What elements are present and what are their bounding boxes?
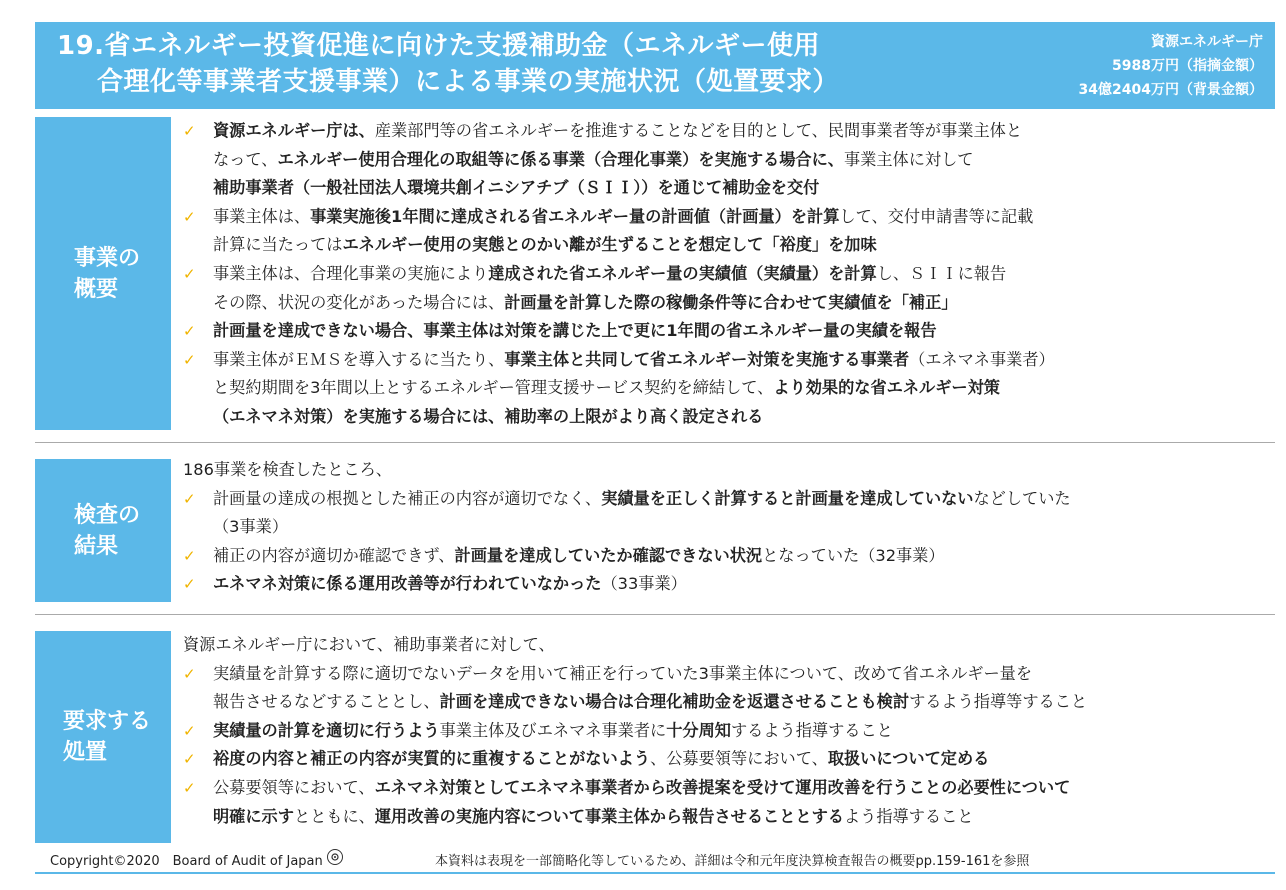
results-item <box>183 485 1278 542</box>
text: 事業主体は、合理化事業の実施により <box>213 263 489 283</box>
checkmark-icon: ✓ <box>183 322 196 341</box>
request-lead: 資源エネルギー庁において、補助事業者に対して、 <box>183 635 555 654</box>
overview-item-line <box>213 146 1278 175</box>
checkmark-icon: ✓ <box>183 750 196 769</box>
request-label-line-1: 要求する <box>62 709 151 734</box>
bold-text: 資源エネルギー庁は、 <box>213 121 375 140</box>
bold-text: 明確に示す <box>213 806 294 826</box>
results-item-line <box>213 485 1278 514</box>
overview-label-line-1: 事業の <box>73 245 140 271</box>
results-label-line-2: 結果 <box>73 533 118 559</box>
overview-item <box>183 346 1278 432</box>
overview-item-line <box>213 317 1278 346</box>
bold-text: 十分周知 <box>666 720 731 740</box>
results-label-line-1: 検査の <box>73 502 140 528</box>
overview-item-line <box>213 346 1278 375</box>
results-item <box>183 542 1278 571</box>
bold-text: 事業主体と共同して省エネルギー対策を実施する事業者 <box>504 349 910 369</box>
request-item <box>183 774 1278 831</box>
section-divider <box>35 614 1275 615</box>
text: その際、状況の変化があった場合には、 <box>213 292 505 312</box>
overview-label-line-2: 概要 <box>73 276 118 302</box>
results-item-line <box>213 570 1278 599</box>
overview-item <box>183 203 1278 260</box>
text: なって、 <box>213 149 278 169</box>
text: よう指導すること <box>844 806 974 826</box>
footer-note: 本資料は表現を一部簡略化等しているため、詳細は令和元年度決算検査報告の概要pp.159-161を参照 <box>435 854 1030 869</box>
overview-item-line <box>213 203 1278 232</box>
results-item-line <box>213 513 1278 542</box>
page-title <box>57 28 839 100</box>
bold-text: 計画を達成できない場合は合理化補助金を返還させることも検討 <box>439 692 910 712</box>
text: し、ＳＩＩに報告 <box>876 263 1007 283</box>
text: 報告させるなどすることとし、 <box>213 692 440 712</box>
bold-text: 取扱いについて定める <box>827 749 990 769</box>
request-content <box>183 631 1278 831</box>
checkmark-icon: ✓ <box>183 778 196 797</box>
amount-pointed: 5988万円（指摘金額） <box>1112 58 1263 74</box>
request-item-line <box>213 688 1278 717</box>
request-item <box>183 717 1278 746</box>
bold-text: 実績量を正しく計算すると計画量を達成していない <box>601 488 974 508</box>
text: などしていた <box>973 488 1071 508</box>
request-item-line <box>213 660 1278 689</box>
request-item <box>183 660 1278 717</box>
checkmark-icon: ✓ <box>183 721 196 740</box>
bold-text: 実績量の計算を適切に行うよう <box>213 720 440 740</box>
overview-item-line <box>213 403 1278 432</box>
text: 事業主体に対して <box>844 149 974 169</box>
text: 計画量の達成の根拠とした補正の内容が適切でなく、 <box>213 488 602 508</box>
text: （エネマネ事業者） <box>909 349 1055 369</box>
title-line-1: 19.省エネルギー投資促進に向けた支援補助金（エネルギー使用 <box>57 31 821 61</box>
section-label-request <box>35 631 171 843</box>
checkmark-icon: ✓ <box>183 546 196 565</box>
section-divider <box>35 442 1275 443</box>
bold-text: 運用改善の実施内容について事業主体から報告させることとする <box>374 806 844 826</box>
overview-item <box>183 317 1278 346</box>
checkmark-icon: ✓ <box>183 350 196 369</box>
bottom-rule <box>35 872 1275 874</box>
agency-name: 資源エネルギー庁 <box>1151 34 1263 50</box>
text: 事業主体及びエネマネ事業者に <box>439 720 667 740</box>
bold-text: エネルギー使用合理化の取組等に係る事業（合理化事業）を実施する場合に、 <box>277 149 844 169</box>
bold-text: 裕度の内容と補正の内容が実質的に重複することがないよう <box>213 749 651 769</box>
results-lead: 186事業を検査したところ、 <box>183 460 392 479</box>
overview-item-line <box>213 289 1278 318</box>
text: とともに、 <box>293 806 375 826</box>
text: 事業主体は、 <box>213 206 311 226</box>
text: （33事業） <box>601 574 687 594</box>
request-item <box>183 745 1278 774</box>
text: となっていた（32事業） <box>762 545 945 565</box>
bold-text: エネマネ対策に係る運用改善等が行われていなかった <box>213 574 602 594</box>
copyright: Copyright©2020 Board of Audit of Japan <box>50 854 323 869</box>
results-item <box>183 570 1278 599</box>
overview-item <box>183 117 1278 203</box>
bold-text: エネマネ対策としてエネマネ事業者から改善提案を受けて運用改善を行うことの必要性について <box>374 777 1071 797</box>
checkmark-icon: ✓ <box>183 207 196 226</box>
section-label-overview <box>35 117 171 430</box>
text: 産業部門等の省エネルギーを推進することなどを目的として、民間事業者等が事業主体と <box>374 121 1023 140</box>
bold-text: エネルギー使用の実態とのかい離が生ずることを想定して「裕度」を加味 <box>342 235 877 255</box>
overview-item-line <box>213 174 1278 203</box>
request-item-line <box>213 717 1278 746</box>
bold-text: 計画量を計算した際の稼働条件等に合わせて実績値を「補正」 <box>504 292 958 312</box>
checkmark-icon: ✓ <box>183 122 196 140</box>
text: するよう指導等すること <box>909 692 1088 712</box>
header-banner <box>35 22 1275 109</box>
request-items <box>183 660 1278 832</box>
board-of-audit-logo-icon <box>327 849 343 865</box>
text: するよう指導すること <box>731 720 893 740</box>
overview-content <box>183 117 1278 432</box>
bold-text: 達成された省エネルギー量の実績値（実績量）を計算 <box>488 263 877 283</box>
bold-text: （エネマネ対策）を実施する場合には、補助率の上限がより高く設定される <box>213 406 764 426</box>
text: 実績量を計算する際に適切でないデータを用いて補正を行っていた3事業主体について、改めて省エネルギー量を <box>213 663 1033 683</box>
text: と契約期間を3年間以上とするエネルギー管理支援サービス契約を締結して、 <box>213 378 774 398</box>
results-items <box>183 485 1278 599</box>
overview-item-line <box>213 117 1278 146</box>
results-content <box>183 456 1278 599</box>
results-item-line <box>213 542 1278 571</box>
checkmark-icon: ✓ <box>183 264 196 283</box>
bold-text: 計画量を達成していたか確認できない状況 <box>454 545 763 565</box>
request-item-line <box>213 745 1278 774</box>
overview-item <box>183 260 1278 317</box>
overview-item-line <box>213 231 1278 260</box>
text: 、公募要領等において、 <box>650 749 828 769</box>
checkmark-icon: ✓ <box>183 575 196 594</box>
request-label-line-2: 処置 <box>62 740 107 765</box>
request-item-line <box>213 803 1278 832</box>
request-item-line <box>213 774 1278 803</box>
overview-item-line <box>213 374 1278 403</box>
overview-item-line <box>213 260 1278 289</box>
bold-text: 補助事業者（一般社団法人環境共創イニシアチブ（ＳＩＩ））を通じて補助金を交付 <box>213 178 820 198</box>
text: 計算に当たっては <box>213 235 343 255</box>
bold-text: 事業実施後1年間に達成される省エネルギー量の計画値（計画量）を計算 <box>310 206 840 226</box>
title-line-2: 合理化等事業者支援事業）による事業の実施状況（処置要求） <box>97 67 840 97</box>
text: して、交付申請書等に記載 <box>839 206 1034 226</box>
amount-background: 34億2404万円（背景金額） <box>1078 82 1263 98</box>
text: 公募要領等において、 <box>213 777 375 797</box>
checkmark-icon: ✓ <box>183 664 196 683</box>
bold-text: より効果的な省エネルギー対策 <box>773 378 1000 398</box>
bold-text: 計画量を達成できない場合、事業主体は対策を講じた上で更に1年間の省エネルギー量の実績を報告 <box>213 321 937 341</box>
header-meta <box>1079 30 1263 102</box>
text: 補正の内容が適切か確認できず、 <box>213 545 455 565</box>
text: 事業主体がＥＭＳを導入するに当たり、 <box>213 349 505 369</box>
section-label-results <box>35 459 171 602</box>
text: （3事業） <box>213 517 289 537</box>
checkmark-icon: ✓ <box>183 489 196 508</box>
